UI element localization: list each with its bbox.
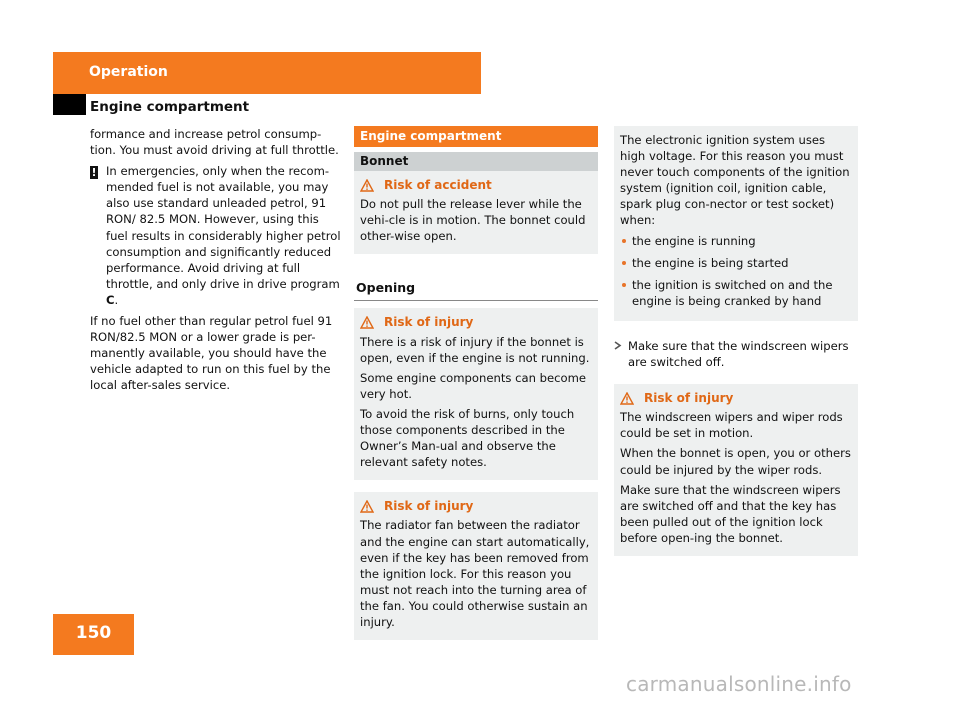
chapter-tab-label: Operation <box>89 64 168 80</box>
step-arrow-icon <box>614 341 622 350</box>
warning-title <box>360 498 592 514</box>
warning-box <box>354 308 598 480</box>
warning-text: When the bonnet is open, you or others could be injured by the wiper rods. <box>620 446 851 477</box>
page-number-box <box>53 614 134 655</box>
section-heading: Engine compartment <box>354 126 598 147</box>
column-1 <box>90 126 342 399</box>
info-box <box>614 126 858 321</box>
note-end: . <box>114 292 119 307</box>
warning-title-text: Risk of injury <box>384 499 474 514</box>
column-2 <box>354 126 598 640</box>
note-paragraph <box>90 163 342 308</box>
section-marker <box>53 94 86 115</box>
warning-triangle-icon <box>620 392 634 405</box>
instruction-step <box>614 338 858 370</box>
list-item: the ignition is switched on and the engine is being cranked by hand <box>620 277 852 309</box>
note-exclamation-icon: ! <box>91 166 97 180</box>
warning-triangle-icon <box>360 179 374 192</box>
warning-text: Make sure that the windscreen wipers are switched off and that the key has been pulled out of the ignition lock before open-ing the bonnet. <box>620 482 841 545</box>
warning-text: Do not pull the release lever while the vehi-cle is in motion. The bonnet could other-wise open. <box>360 197 586 244</box>
bullet-list <box>620 233 852 309</box>
chapter-tab <box>53 52 481 94</box>
step-text: Make sure that the windscreen wipers are switched off. <box>628 338 849 370</box>
column-3 <box>614 126 858 556</box>
warning-box <box>614 384 858 556</box>
warning-triangle-icon <box>360 316 374 329</box>
warning-title <box>360 314 592 330</box>
info-intro: The electronic ignition system uses high voltage. For this reason you must never touch components of the ignition system (ignition coil, ignition cable, spark plug con-nector or test socket) when: <box>620 133 850 228</box>
list-item: the engine is running <box>620 233 852 249</box>
warning-text: To avoid the risk of burns, only touch those components described in the Owner’s Man-ual and observe the relevant safety notes. <box>360 406 575 470</box>
warning-triangle-icon <box>360 500 374 513</box>
warning-box <box>354 492 598 640</box>
page-number: 150 <box>75 623 112 643</box>
opening-heading: Opening <box>354 280 598 301</box>
warning-text: Some engine components can become very hot. <box>360 370 587 401</box>
warning-text: The radiator fan between the radiator and the engine can start automatically, even if the key has been removed from the ignition lock. For this reason you must not reach into the turning area of the fan. You could otherwise sustain an injury. <box>360 518 590 629</box>
warning-title-text: Risk of injury <box>384 315 474 330</box>
warning-title <box>360 177 592 193</box>
drive-program: C <box>106 292 115 307</box>
warning-text: There is a risk of injury if the bonnet is open, even if the engine is not running. <box>360 334 590 365</box>
warning-box <box>354 171 598 254</box>
note-text: In emergencies, only when the recom-mended fuel is not available, you may also use standard unleaded petrol, 91 RON/ 82.5 MON. However, using this fuel results in considerably higher petrol consumption and significantly reduced performance. Avoid driving at full throttle, and only drive in drive program <box>106 164 341 291</box>
watermark: carmanualsonline.info <box>626 672 852 696</box>
list-item: the engine is being started <box>620 255 852 271</box>
warning-title-text: Risk of accident <box>384 178 492 192</box>
warning-title <box>620 390 852 406</box>
subsection-heading: Bonnet <box>354 152 598 171</box>
paragraph: If no fuel other than regular petrol fuel 91 RON/82.5 MON or a lower grade is per-manently available, you should have the vehicle adapted to run on this fuel by the local after-sales service. <box>90 314 333 393</box>
warning-title-text: Risk of injury <box>644 391 734 406</box>
warning-text: The windscreen wipers and wiper rods could be set in motion. <box>620 410 843 441</box>
paragraph: formance and increase petrol consump-tion. You must avoid driving at full throttle. <box>90 127 339 158</box>
section-title: Engine compartment <box>90 99 250 115</box>
